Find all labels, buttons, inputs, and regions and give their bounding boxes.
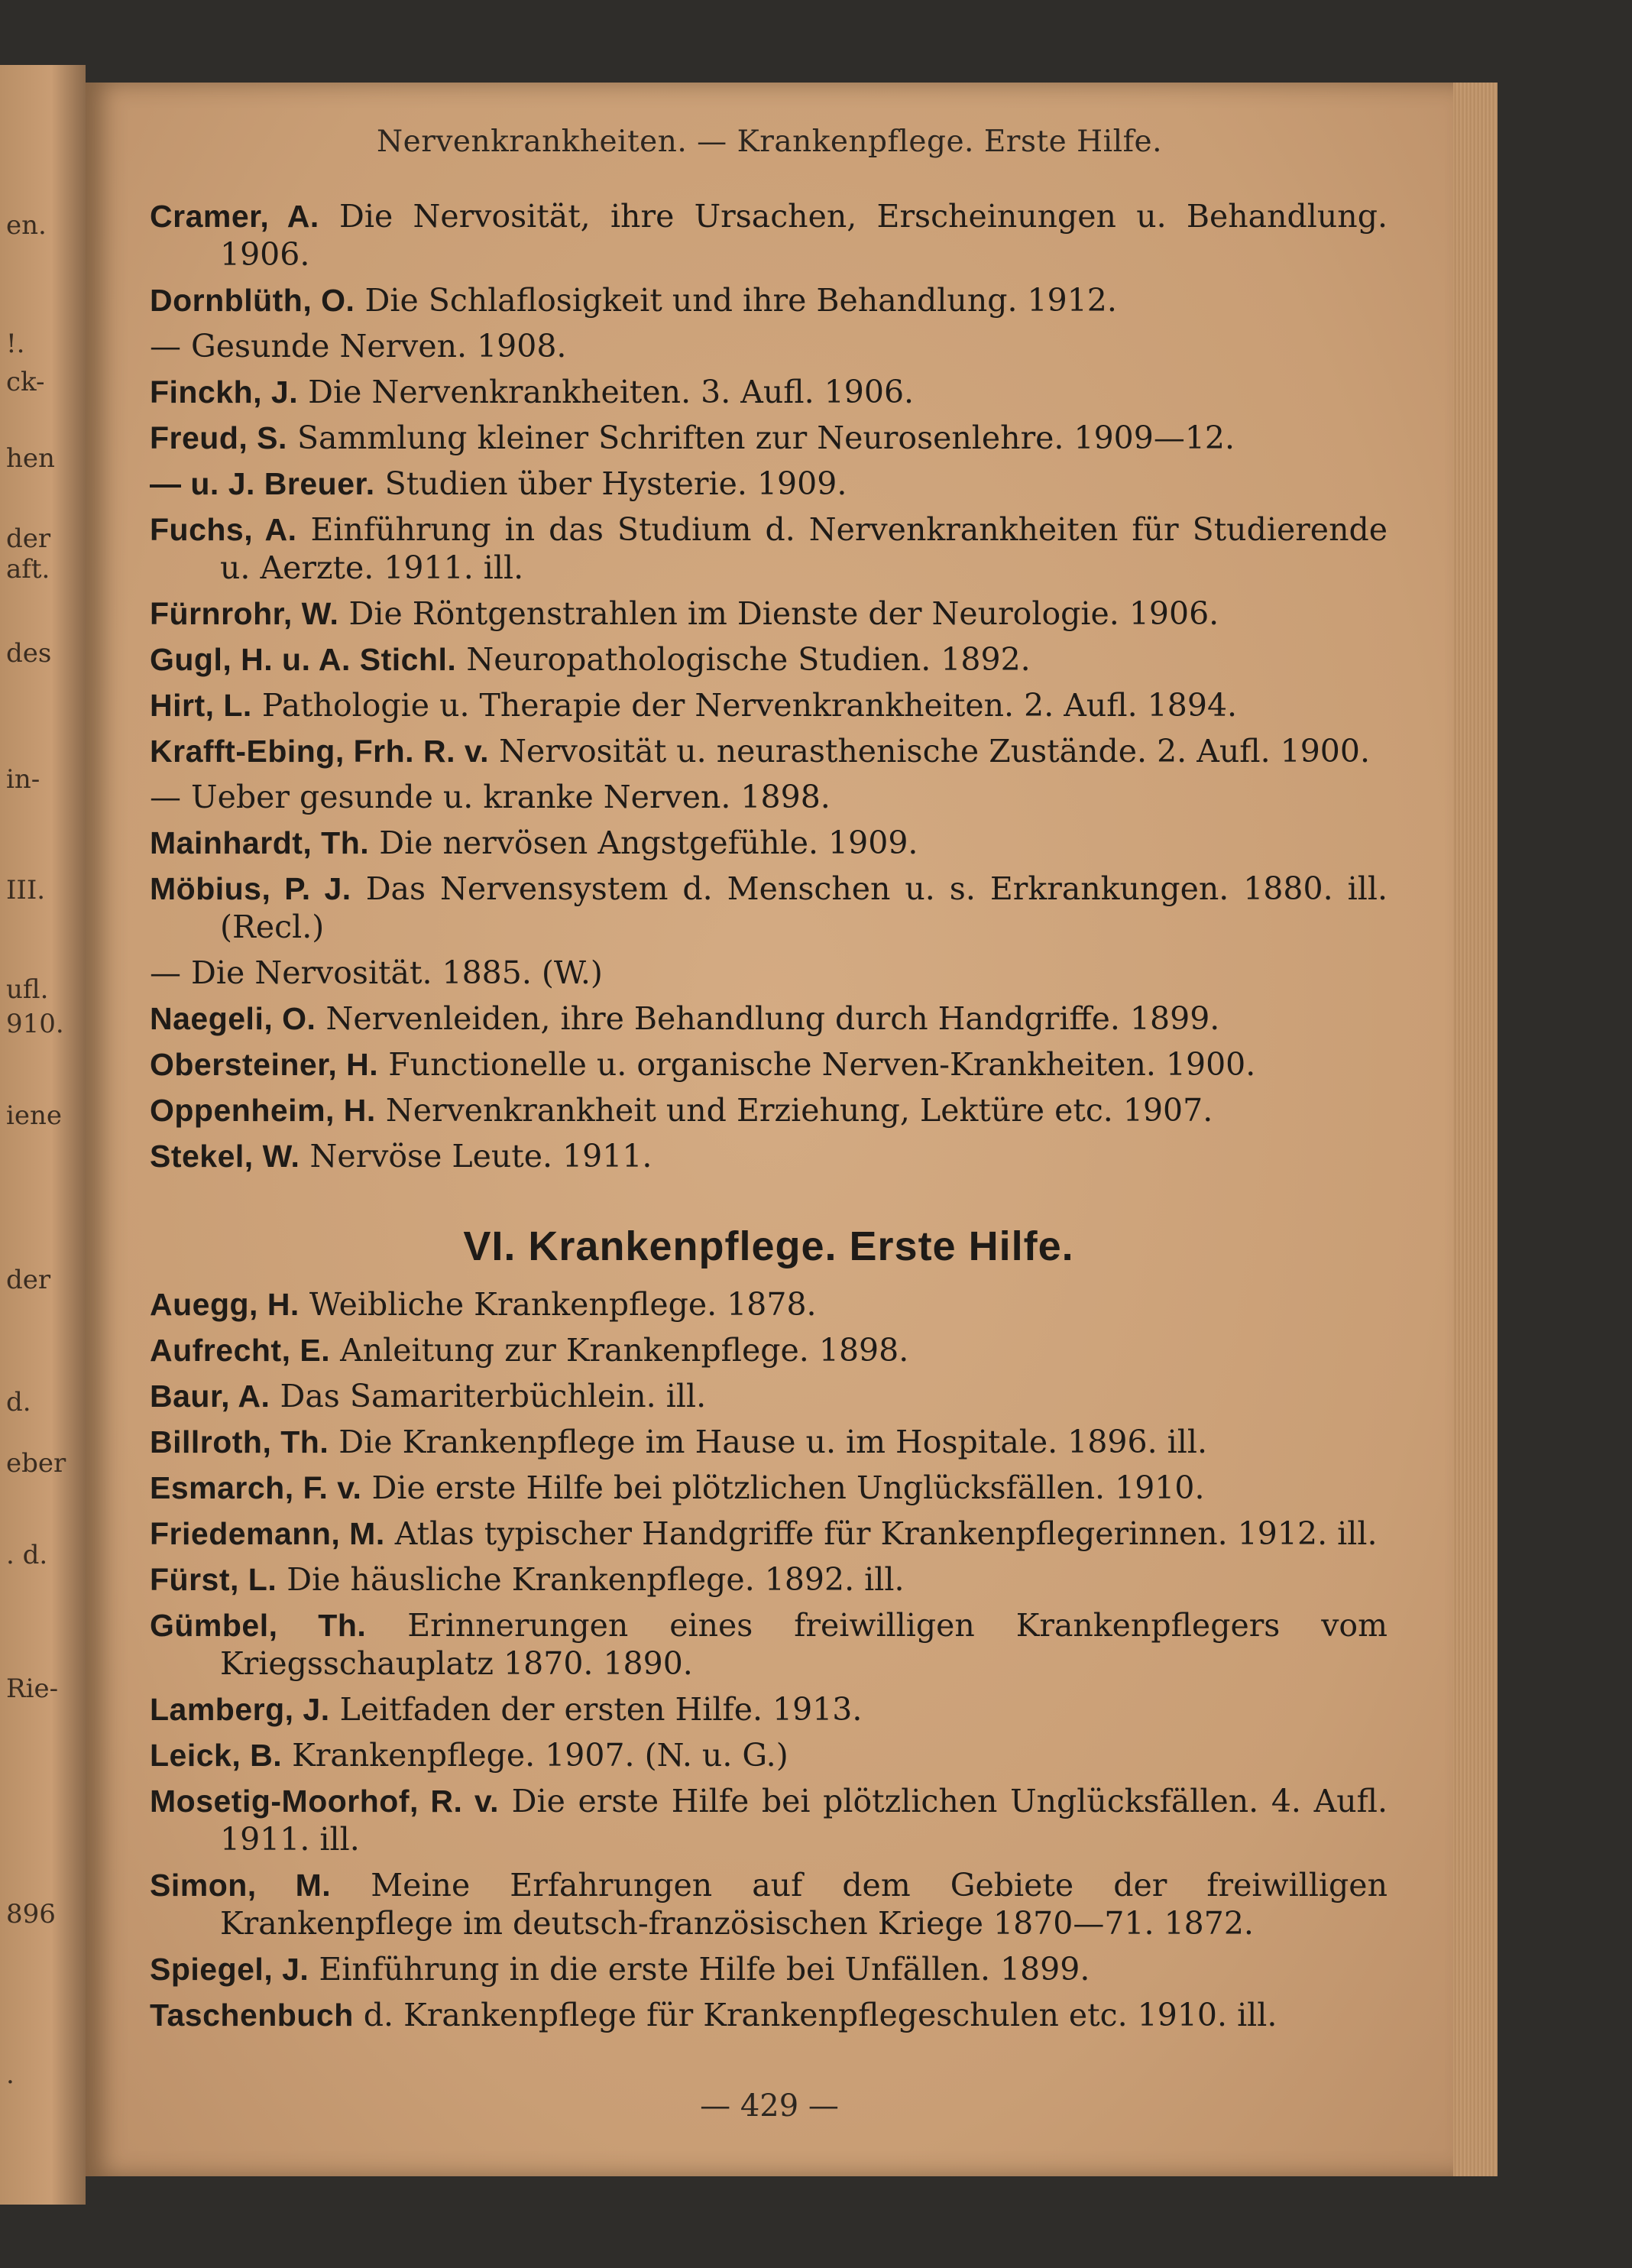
entry-title: — Die Nervosität. 1885. (W.)	[150, 954, 603, 991]
entry-title: Weibliche Krankenpflege. 1878.	[309, 1286, 817, 1323]
book-page	[86, 83, 1453, 2176]
entry-author: Naegeli, O.	[150, 1001, 316, 1036]
left-fragment: 910.	[6, 1009, 64, 1039]
entry-author: Esmarch, F. v.	[150, 1470, 362, 1505]
entry-title: Die Krankenpflege im Hause u. im Hospitale. 1896. ill.	[338, 1424, 1208, 1460]
bibliography-list	[150, 197, 1388, 2042]
running-title: Nervenkrankheiten. — Krankenpflege. Erste Hilfe.	[376, 125, 1162, 159]
bibliography-entry	[150, 1950, 1388, 1988]
bibliography-entry	[150, 824, 1388, 862]
entry-title: — Gesunde Nerven. 1908.	[150, 328, 567, 364]
entry-title: Die Nervenkrankheiten. 3. Aufl. 1906.	[308, 374, 915, 410]
entry-author: Dornblüth, O.	[150, 283, 355, 318]
entry-title: Studien über Hysterie. 1909.	[384, 465, 847, 502]
entry-author: Hirt, L.	[150, 688, 252, 723]
entry-title: Meine Erfahrungen auf dem Gebiete der freiwilligen Krankenpflege im deutsch-französischen Kriege 1870—71. 1872.	[220, 1867, 1388, 1942]
entry-author: Lamberg, J.	[150, 1692, 330, 1727]
entry-title: — Ueber gesunde u. kranke Nerven. 1898.	[150, 779, 831, 815]
bibliography-entry	[150, 640, 1388, 679]
facing-page-edge	[0, 65, 86, 2205]
entry-title: Nervenleiden, ihre Behandlung durch Handgriffe. 1899.	[325, 1000, 1220, 1037]
entry-author: Friedemann, M.	[150, 1516, 385, 1551]
bibliography-entry	[150, 1285, 1388, 1324]
entry-title: d. Krankenpflege für Krankenpflegeschulen etc. 1910. ill.	[363, 1997, 1277, 2033]
page-block-edge	[1453, 83, 1498, 2176]
bibliography-entry	[150, 1690, 1388, 1729]
left-fragment: .	[6, 2059, 15, 2090]
entry-author: Billroth, Th.	[150, 1424, 329, 1460]
bibliography-entry	[150, 1091, 1388, 1129]
entry-author: Fürst, L.	[150, 1562, 277, 1597]
bibliography-entry	[150, 870, 1388, 946]
left-fragment: 896	[6, 1899, 56, 1929]
left-fragment: en.	[6, 210, 47, 241]
bibliography-entry	[150, 1469, 1388, 1507]
entry-title: Das Samariterbüchlein. ill.	[280, 1378, 707, 1414]
section-title: VI. Krankenpflege. Erste Hilfe.	[463, 1223, 1074, 1269]
entry-author: Mosetig-Moorhof, R. v.	[150, 1784, 499, 1819]
entry-author: Cramer, A.	[150, 199, 319, 234]
bibliography-entry	[150, 595, 1388, 633]
entry-author: Gugl, H. u. A. Stichl.	[150, 642, 457, 677]
bibliography-entry	[150, 1137, 1388, 1175]
bibliography-entry	[150, 465, 1388, 503]
entry-author: Fuchs, A.	[150, 512, 297, 547]
entry-title: Functionelle u. organische Nerven-Krankheiten. 1900.	[388, 1046, 1256, 1083]
entry-title: Die häusliche Krankenpflege. 1892. ill.	[287, 1561, 905, 1598]
entry-title: Pathologie u. Therapie der Nervenkrankheiten. 2. Aufl. 1894.	[261, 687, 1238, 724]
bibliography-entry	[150, 281, 1388, 319]
entry-title: Nervöse Leute. 1911.	[309, 1138, 652, 1174]
entry-author: Simon, M.	[150, 1868, 332, 1903]
entry-title: Einführung in die erste Hilfe bei Unfällen. 1899.	[319, 1951, 1090, 1988]
bibliography-entry	[150, 1560, 1388, 1599]
left-fragment: !.	[6, 329, 25, 359]
bibliography-entry	[150, 1000, 1388, 1038]
bibliography-entry	[150, 778, 1388, 816]
page-number: — 429 —	[700, 2088, 839, 2124]
entry-author: Taschenbuch	[150, 1997, 354, 2033]
left-fragment: ufl.	[6, 974, 49, 1005]
left-fragment: der	[6, 523, 51, 554]
entry-title: Neuropathologische Studien. 1892.	[466, 641, 1031, 678]
left-fragment: eber	[6, 1448, 66, 1479]
entry-author: — u. J. Breuer.	[150, 466, 375, 501]
entry-title: Sammlung kleiner Schriften zur Neurosenlehre. 1909—12.	[296, 420, 1235, 456]
entry-title: Nervosität u. neurasthenische Zustände. 2. Aufl. 1900.	[499, 733, 1371, 770]
entry-author: Mainhardt, Th.	[150, 825, 370, 860]
bibliography-part-1	[150, 197, 1388, 1175]
bibliography-entry	[150, 1782, 1388, 1858]
entry-author: Auegg, H.	[150, 1287, 300, 1322]
bibliography-entry	[150, 1515, 1388, 1553]
left-fragment: hen	[6, 443, 55, 474]
bibliography-entry	[150, 1606, 1388, 1683]
left-fragment: der	[6, 1265, 51, 1295]
left-fragment: d.	[6, 1387, 31, 1418]
left-fragment: III.	[6, 875, 46, 906]
bibliography-entry	[150, 1736, 1388, 1774]
entry-title: Nervenkrankheit und Erziehung, Lektüre etc. 1907.	[385, 1092, 1213, 1129]
entry-author: Möbius, P. J.	[150, 871, 351, 906]
entry-title: Leitfaden der ersten Hilfe. 1913.	[339, 1691, 863, 1728]
bibliography-entry	[150, 732, 1388, 770]
left-fragment: des	[6, 638, 52, 669]
left-fragment: in-	[6, 764, 40, 795]
entry-title: Anleitung zur Krankenpflege. 1898.	[340, 1332, 909, 1369]
entry-title: Erinnerungen eines freiwilligen Krankenpflegers vom Kriegsschauplatz 1870. 1890.	[220, 1607, 1388, 1682]
entry-author: Oppenheim, H.	[150, 1093, 376, 1128]
entry-author: Krafft-Ebing, Frh. R. v.	[150, 734, 490, 769]
entry-title: Die nervösen Angstgefühle. 1909.	[379, 825, 918, 861]
entry-title: Einführung in das Studium d. Nervenkrankheiten für Studierende u. Aerzte. 1911. ill.	[220, 511, 1388, 586]
entry-author: Fürnrohr, W.	[150, 596, 339, 631]
bibliography-entry	[150, 197, 1388, 274]
bibliography-entry	[150, 373, 1388, 411]
bibliography-entry	[150, 1045, 1388, 1084]
entry-title: Die Röntgenstrahlen im Dienste der Neurologie. 1906.	[348, 595, 1219, 632]
bibliography-entry	[150, 1331, 1388, 1369]
bibliography-entry	[150, 327, 1388, 365]
entry-author: Freud, S.	[150, 420, 287, 455]
left-fragment: . d.	[6, 1540, 48, 1570]
entry-author: Baur, A.	[150, 1379, 270, 1414]
entry-author: Stekel, W.	[150, 1139, 300, 1174]
entry-author: Spiegel, J.	[150, 1952, 309, 1987]
entry-author: Obersteiner, H.	[150, 1047, 379, 1082]
bibliography-entry	[150, 1866, 1388, 1942]
entry-author: Gümbel, Th.	[150, 1608, 367, 1643]
bibliography-entry	[150, 686, 1388, 724]
entry-title: Atlas typischer Handgriffe für Krankenpflegerinnen. 1912. ill.	[394, 1515, 1378, 1552]
entry-author: Aufrecht, E.	[150, 1333, 331, 1368]
entry-author: Leick, B.	[150, 1738, 283, 1773]
left-fragment: ck-	[6, 367, 45, 397]
entry-title: Das Nervensystem d. Menschen u. s. Erkrankungen. 1880. ill. (Recl.)	[220, 870, 1388, 945]
entry-title: Krankenpflege. 1907. (N. u. G.)	[292, 1737, 788, 1774]
left-fragment: aft.	[6, 554, 50, 585]
bibliography-part-2	[150, 1285, 1388, 2034]
bibliography-entry	[150, 954, 1388, 992]
entry-title: Die erste Hilfe bei plötzlichen Unglücksfällen. 4. Aufl. 1911. ill.	[220, 1783, 1388, 1858]
left-fragment: iene	[6, 1100, 63, 1131]
entry-title: Die Nervosität, ihre Ursachen, Erscheinungen u. Behandlung. 1906.	[220, 198, 1388, 273]
bibliography-entry	[150, 1377, 1388, 1415]
bibliography-entry	[150, 1996, 1388, 2034]
entry-title: Die erste Hilfe bei plötzlichen Unglücksfällen. 1910.	[371, 1469, 1205, 1506]
bibliography-entry	[150, 510, 1388, 587]
left-fragment: Rie-	[6, 1673, 59, 1704]
bibliography-entry	[150, 419, 1388, 457]
entry-title: Die Schlaflosigkeit und ihre Behandlung. 1912.	[364, 282, 1117, 319]
bibliography-entry	[150, 1423, 1388, 1461]
entry-author: Finckh, J.	[150, 374, 299, 410]
